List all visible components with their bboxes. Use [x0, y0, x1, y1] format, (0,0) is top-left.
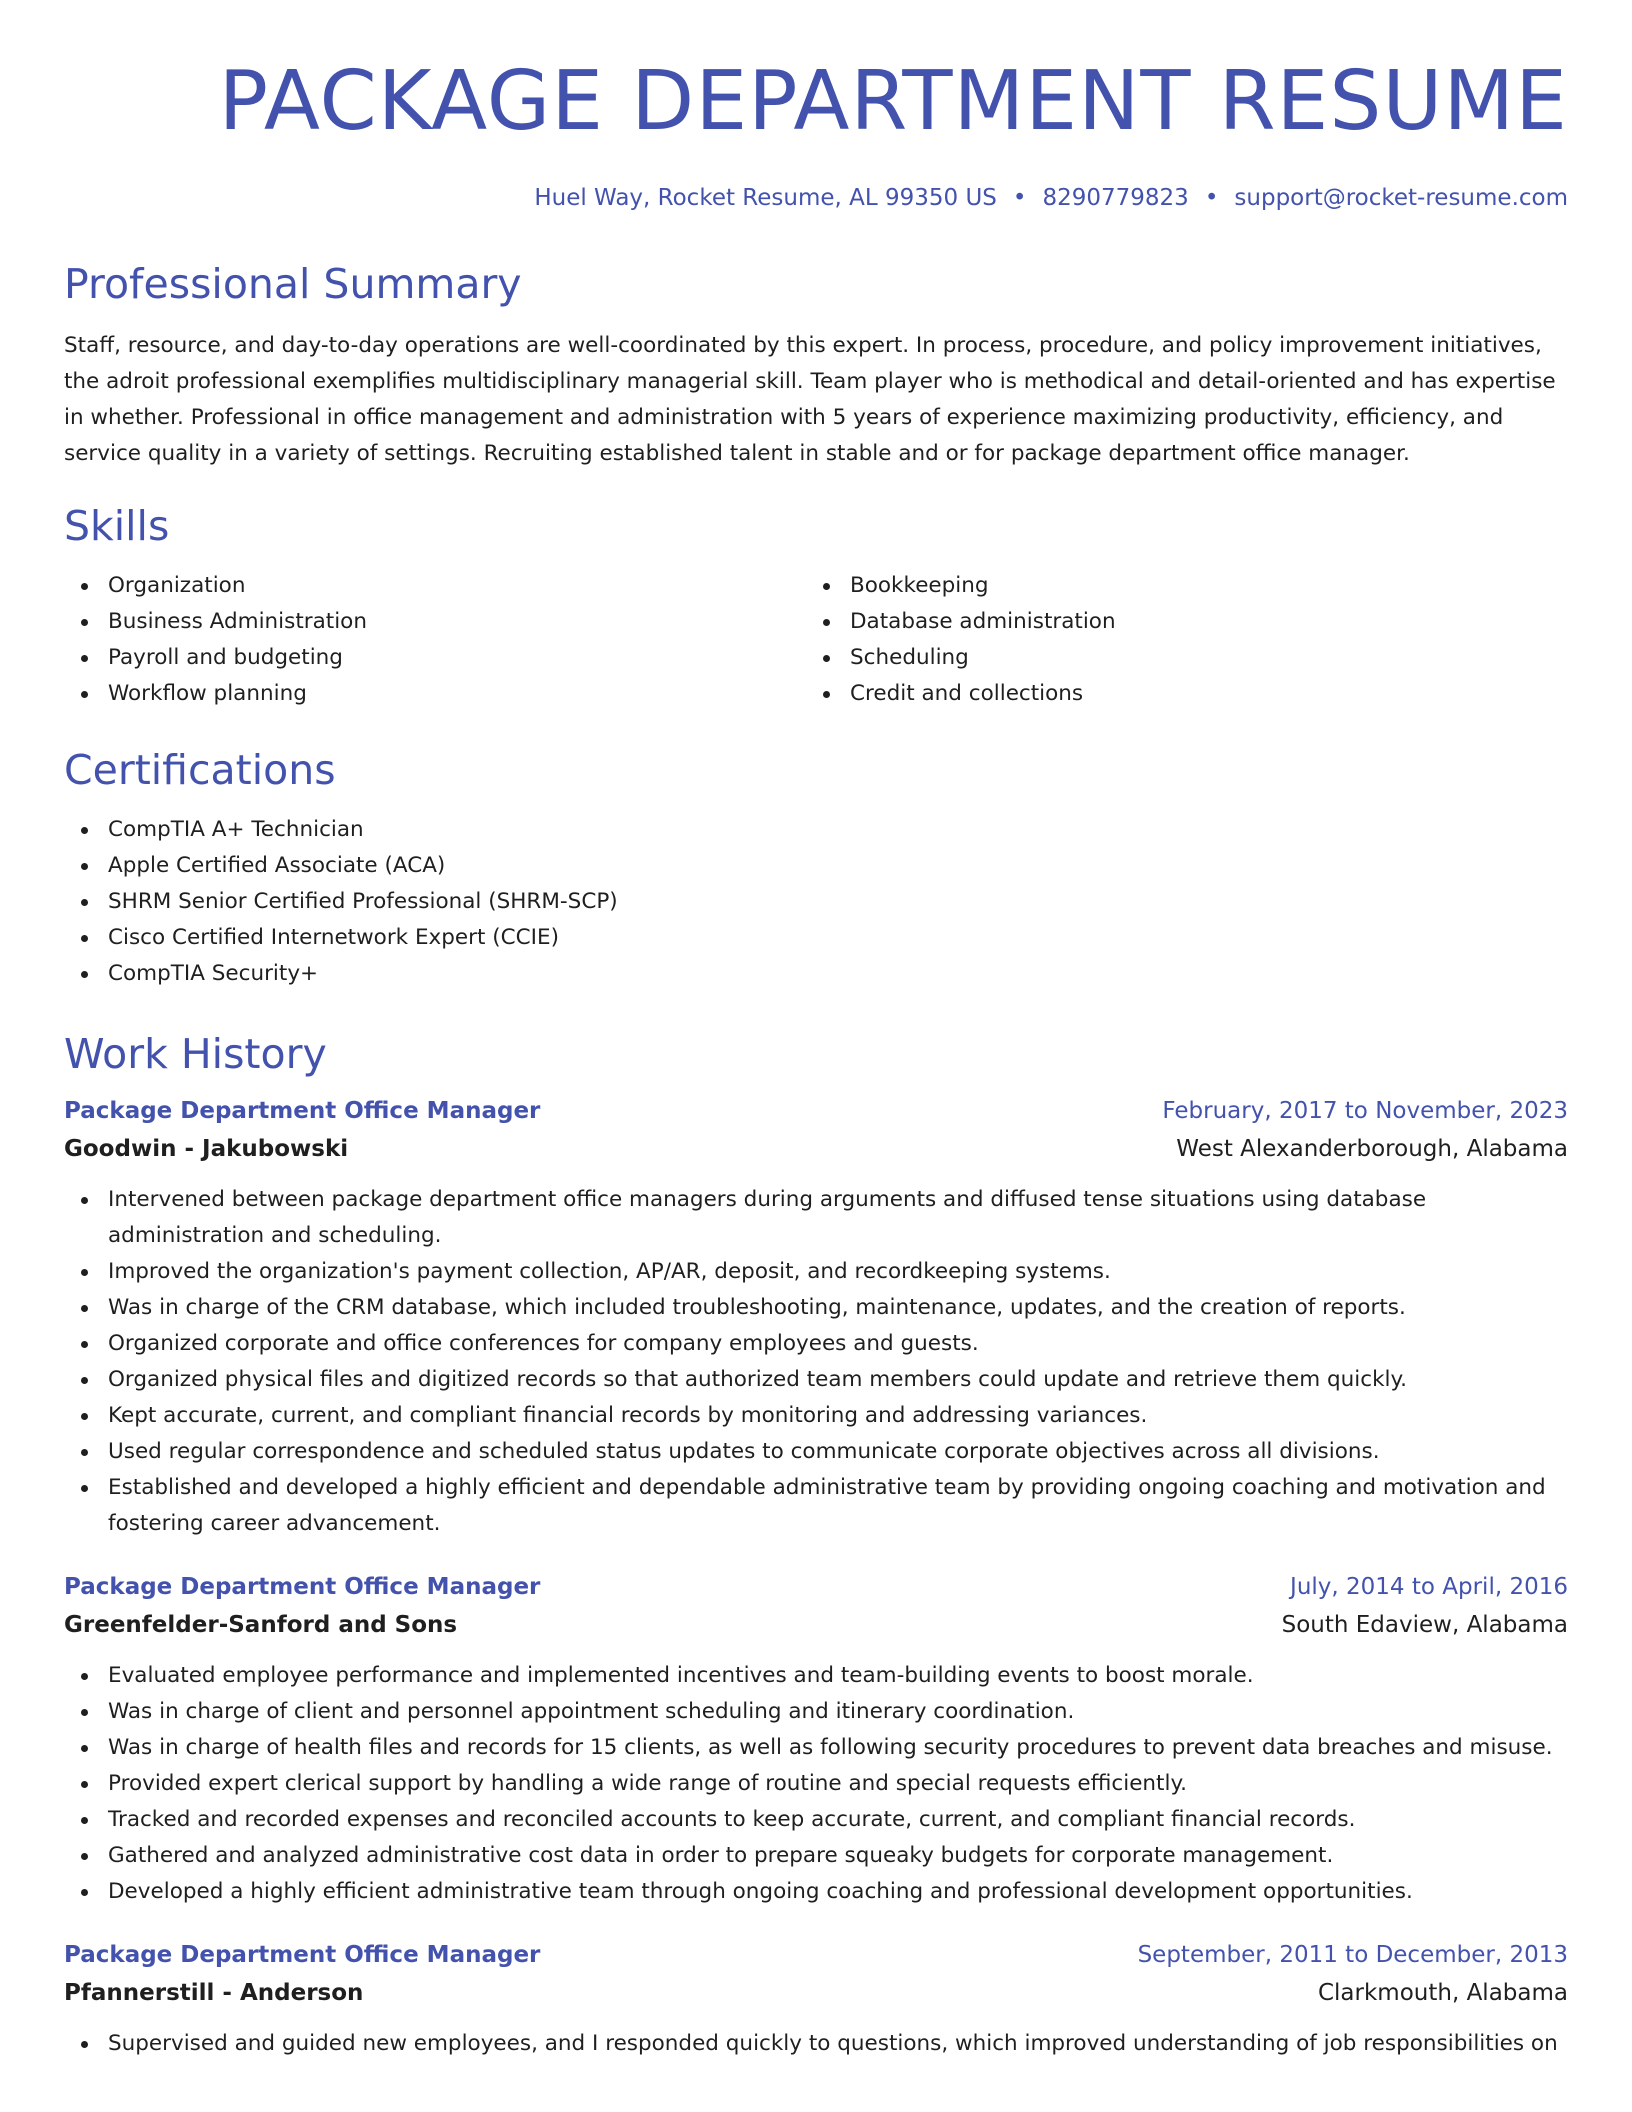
skill-item: Credit and collections	[806, 676, 1548, 712]
skills-list-left	[64, 568, 806, 712]
certification-item: CompTIA Security+	[64, 956, 1568, 992]
certifications-section	[64, 744, 1568, 992]
contact-phone: 8290779823	[1042, 185, 1189, 211]
contact-separator: •	[1012, 185, 1027, 211]
skill-item: Bookkeeping	[806, 568, 1548, 604]
job-company: Pfannerstill - Anderson	[64, 1980, 364, 2006]
job-entry	[64, 1568, 1568, 1910]
job-company-row	[64, 1974, 1568, 2012]
skill-item: Database administration	[806, 604, 1548, 640]
job-company-row	[64, 1606, 1568, 1644]
skill-item: Business Administration	[64, 604, 806, 640]
job-bullets	[64, 1658, 1568, 1910]
work-history-section	[64, 1028, 1568, 2062]
summary-section	[64, 258, 1568, 472]
contact-line	[534, 183, 1568, 213]
job-bullet: Provided expert clerical support by handling a wide range of routine and special requests efficiently.	[64, 1766, 1568, 1802]
job-bullet: Developed a highly efficient administrative team through ongoing coaching and professional development opportunities.	[64, 1874, 1568, 1910]
job-header-row	[64, 1092, 1568, 1130]
job-bullet: Established and developed a highly efficient and dependable administrative team by providing ongoing coaching and motivation and fostering career advancement.	[64, 1470, 1568, 1542]
contact-email[interactable]: support@rocket-resume.com	[1234, 185, 1568, 211]
job-dates: September, 2011 to December, 2013	[1137, 1942, 1568, 1968]
job-entry	[64, 1092, 1568, 1542]
skills-heading: Skills	[64, 502, 170, 550]
job-bullet: Organized corporate and office conferences for company employees and guests.	[64, 1326, 1568, 1362]
certification-item: CompTIA A+ Technician	[64, 812, 1568, 848]
job-dates: February, 2017 to November, 2023	[1162, 1098, 1568, 1124]
skills-columns	[64, 568, 1568, 712]
job-location: West Alexanderborough, Alabama	[1176, 1136, 1568, 1162]
skill-item: Payroll and budgeting	[64, 640, 806, 676]
resume-title: PACKAGE DEPARTMENT RESUME	[218, 54, 1568, 149]
certifications-list	[64, 812, 1568, 992]
contact-separator: •	[1204, 185, 1219, 211]
job-title: Package Department Office Manager	[64, 1574, 541, 1600]
job-bullet: Organized physical files and digitized records so that authorized team members could update and retrieve them quickly.	[64, 1362, 1568, 1398]
certification-item: SHRM Senior Certified Professional (SHRM-SCP)	[64, 884, 1568, 920]
job-bullet: Used regular correspondence and scheduled status updates to communicate corporate objectives across all divisions.	[64, 1434, 1568, 1470]
job-bullet: Intervened between package department office managers during arguments and diffused tense situations using database administration and scheduling.	[64, 1182, 1568, 1254]
job-bullet: Was in charge of the CRM database, which included troubleshooting, maintenance, updates, and the creation of reports.	[64, 1290, 1568, 1326]
contact-address: Huel Way, Rocket Resume, AL 99350 US	[534, 185, 997, 211]
job-bullet: Was in charge of client and personnel appointment scheduling and itinerary coordination.	[64, 1694, 1568, 1730]
skill-item: Scheduling	[806, 640, 1548, 676]
job-header-row	[64, 1936, 1568, 1974]
skills-section	[64, 500, 1568, 712]
work-history-heading: Work History	[64, 1030, 327, 1078]
job-entry	[64, 1936, 1568, 2062]
job-bullets	[64, 1182, 1568, 1542]
job-bullet: Was in charge of health files and records for 15 clients, as well as following security procedures to prevent data breaches and misuse.	[64, 1730, 1568, 1766]
summary-heading: Professional Summary	[64, 260, 522, 308]
job-location: South Edaview, Alabama	[1281, 1612, 1568, 1638]
skill-item: Workflow planning	[64, 676, 806, 712]
job-location: Clarkmouth, Alabama	[1317, 1980, 1568, 2006]
job-bullet: Evaluated employee performance and implemented incentives and team-building events to boost morale.	[64, 1658, 1568, 1694]
skill-item: Organization	[64, 568, 806, 604]
job-bullet: Kept accurate, current, and compliant financial records by monitoring and addressing variances.	[64, 1398, 1568, 1434]
job-dates: July, 2014 to April, 2016	[1290, 1574, 1568, 1600]
job-bullets	[64, 2026, 1568, 2062]
job-company-row	[64, 1130, 1568, 1168]
summary-text: Staff, resource, and day-to-day operations are well-coordinated by this expert. In process, procedure, and policy improvement initiatives, the adroit professional exemplifies multidisciplinary managerial skill. Team player who is methodical and detail-oriented and has expertise in whether. Professional in office management and administration with 5 years of experience maximizing productivity, efficiency, and service quality in a variety of settings. Recruiting established talent in stable and or for package department office manager.	[64, 333, 1556, 466]
job-title: Package Department Office Manager	[64, 1098, 541, 1124]
job-bullet: Supervised and guided new employees, and I responded quickly to questions, which improved understanding of job responsibilities on	[64, 2026, 1568, 2062]
certification-item: Apple Certified Associate (ACA)	[64, 848, 1568, 884]
job-company: Goodwin - Jakubowski	[64, 1136, 349, 1162]
job-bullet: Gathered and analyzed administrative cost data in order to prepare squeaky budgets for corporate management.	[64, 1838, 1568, 1874]
certification-item: Cisco Certified Internetwork Expert (CCIE)	[64, 920, 1568, 956]
job-title: Package Department Office Manager	[64, 1942, 541, 1968]
job-bullet: Tracked and recorded expenses and reconciled accounts to keep accurate, current, and compliant financial records.	[64, 1802, 1568, 1838]
certifications-heading: Certifications	[64, 746, 336, 794]
job-company: Greenfelder-Sanford and Sons	[64, 1612, 458, 1638]
job-header-row	[64, 1568, 1568, 1606]
skills-list-right	[806, 568, 1548, 712]
job-bullet: Improved the organization's payment collection, AP/AR, deposit, and recordkeeping systems.	[64, 1254, 1568, 1290]
